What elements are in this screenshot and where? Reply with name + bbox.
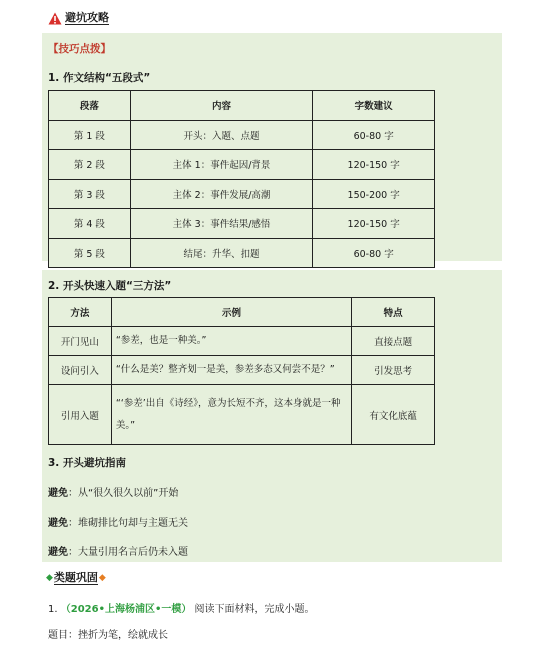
table-cell: 150-200 字	[313, 179, 435, 209]
table-row	[49, 385, 435, 445]
table-cell: 开头：入题、点题	[130, 120, 313, 150]
section1-heading: 1. 作文结构“五段式”	[48, 72, 151, 84]
table-cell: 引用入题	[49, 385, 112, 445]
table-header: 内容	[130, 91, 313, 121]
avoid-text: ：堆砌排比句却与主题无关	[68, 518, 188, 529]
opening-methods-table	[48, 297, 435, 445]
table-row	[49, 327, 435, 356]
section-tag: 【技巧点拨】	[48, 43, 111, 55]
table-cell: “‘参差’出自《诗经》，意为长短不齐，这本身就是一种美。”	[111, 385, 351, 445]
avoid-label: 避免	[48, 547, 68, 558]
avoid-label: 避免	[48, 488, 68, 499]
table-cell: 主体 3：事件结果/感悟	[130, 209, 313, 239]
question-text: 阅读下面材料，完成小题。	[194, 604, 315, 615]
table-cell: 设问引入	[49, 356, 112, 385]
avoid-text: ：大量引用名言后仍未入题	[68, 547, 188, 558]
table-row	[49, 238, 435, 268]
table-header: 方法	[49, 298, 112, 327]
avoid-label: 避免	[48, 518, 68, 529]
table-cell: 开门见山	[49, 327, 112, 356]
table-cell: 60-80 字	[313, 238, 435, 268]
table-cell: 120-150 字	[313, 209, 435, 239]
diamond-icon: ◆	[46, 573, 53, 583]
table-cell: “参差，也是一种美。”	[111, 327, 351, 356]
table-cell: 直接点题	[352, 327, 435, 356]
warning-icon	[48, 12, 62, 25]
section3-heading: 3. 开头避坑指南	[48, 457, 126, 469]
essay-topic: 题目：挫折为笔，绘就成长	[48, 630, 168, 641]
table-cell: “什么是美？整齐划一是美，参差多态又何尝不是？”	[111, 356, 351, 385]
table-cell: 第 5 段	[49, 238, 131, 268]
avoid-text: ：从“很久很久以前”开始	[68, 488, 179, 499]
list-item	[48, 514, 188, 529]
table-cell: 第 2 段	[49, 150, 131, 180]
table-cell: 第 1 段	[49, 120, 131, 150]
table-row	[49, 150, 435, 180]
structure-table	[48, 90, 435, 268]
table-cell: 主体 1：事件起因/背景	[130, 150, 313, 180]
section2-heading: 2. 开头快速入题“三方法”	[48, 280, 172, 292]
table-cell: 120-150 字	[313, 150, 435, 180]
list-item	[48, 543, 188, 558]
table-cell: 第 3 段	[49, 179, 131, 209]
diamond-icon: ◆	[98, 573, 106, 583]
table-cell: 有文化底蕴	[352, 385, 435, 445]
table-cell: 60-80 字	[313, 120, 435, 150]
table-row	[49, 356, 435, 385]
table-row	[49, 120, 435, 150]
table-header: 示例	[111, 298, 351, 327]
table-header: 特点	[352, 298, 435, 327]
practice-heading	[46, 571, 106, 585]
table-header: 字数建议	[313, 91, 435, 121]
table-row	[49, 179, 435, 209]
table-row	[49, 209, 435, 239]
table-cell: 引发思考	[352, 356, 435, 385]
practice-title: 类题巩固	[53, 571, 98, 584]
table-cell: 第 4 段	[49, 209, 131, 239]
question-source: （2026•上海杨浦区•一模）	[60, 604, 192, 615]
table-cell: 结尾：升华、扣题	[130, 238, 313, 268]
table-header: 段落	[49, 91, 131, 121]
table-cell: 主体 2：事件发展/高潮	[130, 179, 313, 209]
list-item	[48, 484, 178, 499]
page-title: 避坑攻略	[65, 11, 109, 24]
question-line	[48, 600, 315, 615]
page-header	[48, 10, 109, 26]
question-number: 1.	[48, 604, 58, 615]
